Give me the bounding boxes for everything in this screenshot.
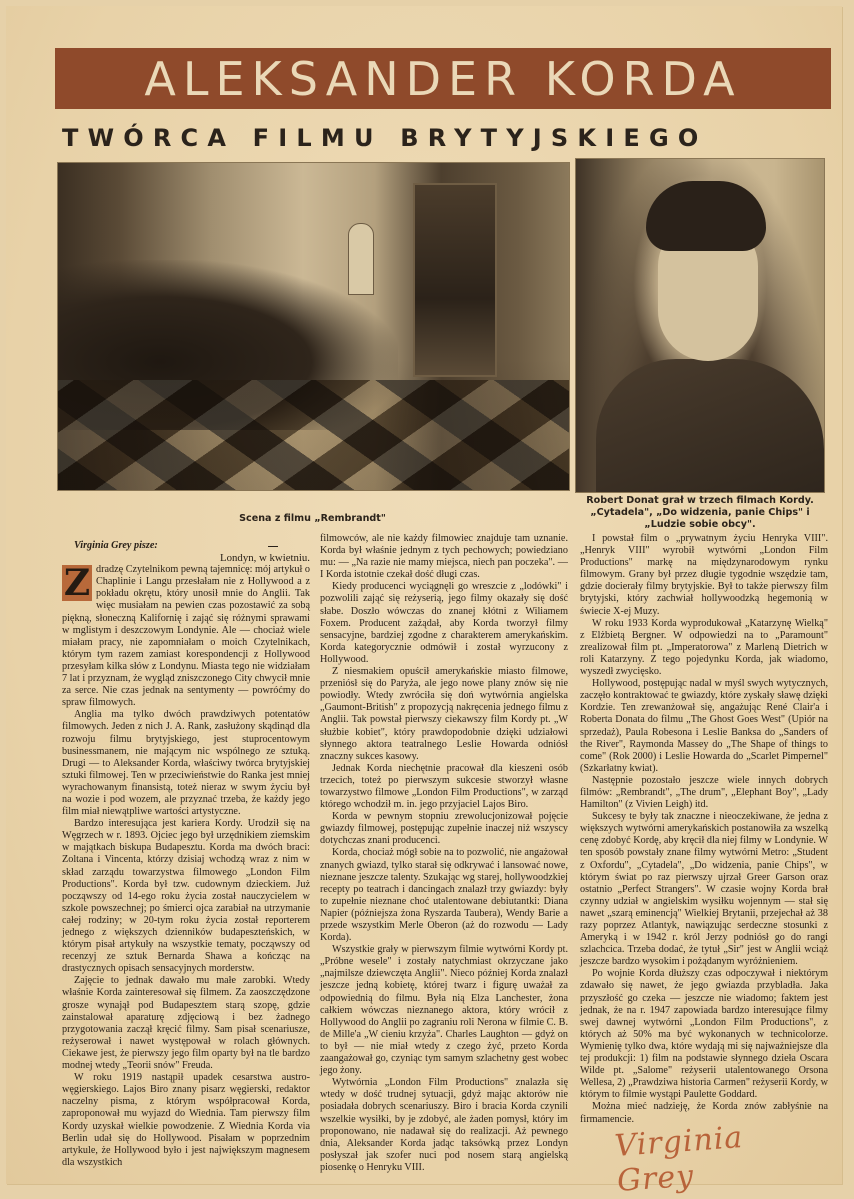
article-paragraph: Z dradzę Czytelnikom pewną tajemnicę: mój artykuł o Chaplinie i Langu przesłałam nie z Hollywood a z pokładu okrętu, który unosił mnie do Anglii. Tak więc musiałam na pewien czas pozostawić za sobą piękną, słoneczną Kalifornię i zająć się różnymi sprawami w mglistym i deszczowym Londynie. Ale — chociaż wiele miałam pracy, nie zapomniałam o moich Czytelnikach, którym tym razem zamiast korespondencji z Hollywood przesyłam kilka słów z Londynu. Miasta tego nie widziałam 7 lat i przyznam, że wygląd zniszczonego City chwycił mnie za serce. Nie czas jednak na sentymenty — powróćmy do spraw filmowych. (62, 562, 310, 709)
article-paragraph: Hollywood, postępując nadal w myśl swych wytycznych, zaczęło kontraktować te gwiazdy, które zyskały sławę dzięki Kordzie. Ten zrewanżował się, angażując René Clair'a i Roberta Donata do filmu „The Ghost Goes West" (Upiór na sprzedaż), Paula Robesona i Leslie Banksa do „Sanders of the River", Raymonda Massey do „The Shape of things to come" (Rok 2000) i Leslie Howarda do „Scarlet Pimpernel" (Szkarłatny kwiat). (580, 678, 828, 774)
article-paragraph: Wytwórnia „London Film Productions" znalazła się wtedy w dość trudnej sytuacji, gdyż mając aktorów nie posiadała dobrych scenariuszy. Biro i bracia Korda czynili wszelkie wysiłki, by je zdobyć, ale żaden pomysł, który im proponowano, nie nadawał się do realizacji. Aż pewnego dnia, Aleksander Korda jadąc taksówką przez Londyn posłyszał jak szofer nuci pod nosem starą angielską piosenkę o Henryku VIII. (320, 1077, 568, 1173)
article-paragraph: filmowców, ale nie każdy filmowiec znajduje tam uznanie. Korda był właśnie jednym z tych pechowych; powiedziano mu: — „Na razie nie mamy miejsca, niech pan poczeka". — I Korda istotnie czekał dość długi czas. (320, 533, 568, 581)
article-paragraph: Jednak Korda niechętnie pracował dla kieszeni osób trzecich, toteż po pierwszym sukcesie stworzył własne towarzystwo filmowe „London Film Productions", w zarząd którego wchodził m. in. jego przyjaciel Lajos Biro. (320, 762, 568, 811)
article-paragraph: Sukcesy te były tak znaczne i nieoczekiwane, że jedna z większych wytwórni amerykańskich postanowiła za wszelką cenę zdobyć Kordę, aby kręcił dla niej filmy w Londynie. W ten sposób powstały znane filmy wytwórni Metro: „Student z Oxfordu", „Cytadela", „Do widzenia, panie Chips", w którym świat po raz pierwszy ujrzał Greer Garson oraz ostatnio „Perfect Strangers". W czasie wojny Korda brał czynny udział w angielskim wysiłku wojennym — stał się nawet „szarą eminencją" Wielkiej Brytanii, przejechał aż 38 razy poprzez Atlantyk, nawiązując serdeczne stosunki z Ameryką i w 1942 r. król Jerzy podniósł go do rangi szlachcica. Trzeba dodać, że tytuł „Sir" jest w Anglii wciąż jeszcze bardzo wysokim i pożądanym wyróżnieniem. (580, 811, 828, 968)
page-title: ALEKSANDER KORDA (144, 51, 742, 106)
article-paragraph: W roku 1933 Korda wyprodukował „Katarzynę Wielką" z Elżbietą Bergner. W odpowiedzi na to „Paramount" zrealizował film pt. „Imperatorowa" z Marleną Dietrich w roli Katarzyny. Z tego pojedynku Korda, jak wiadomo, wyszedł zwycięsko. (580, 617, 828, 678)
article-paragraph: Po wojnie Korda dłuższy czas odpoczywał i niektórym zdawało się nawet, że jego gwiazda przybladła. Jaka przyszłość go czeka — jeszcze nie wiadomo; faktem jest jednak, że na r. 1947 zapowiada bardzo interesujące filmy swej dawnej wytwórni „London Film Productions", z których aż 50% ma być wykonanych w technicolorze. Wymienię tylko dwa, które wydają mi się najważniejsze dla tej produkcji: 1) film na podstawie słynnego dzieła Oscara Wilde pt. „Salome" reżyserii utalentowanego Orsona Wellesa, 2) „Prawdziwa historia Carmen" reżyserii Kordy, w którym to filmie wystąpi Paulette Goddard. (580, 968, 828, 1101)
article-paragraph: W roku 1919 nastąpił upadek cesarstwa austro-węgierskiego. Lajos Biro znany pisarz węgierski, redaktor naczelny pisma, z którym współpracował Korda, zaproponował mu wyjazd do Wiednia. Tam pierwszy film Kordy uzyskał wielkie powodzenie. Z Wiednia Korda via Berlin udał się do Hollywood. Pisałam w poprzednim artykule, że Hollywood było i jest największym magnesem dla wszystkich (62, 1072, 310, 1168)
drop-cap: Z (63, 562, 91, 605)
article-paragraph: Kiedy producenci wyciągnęli go wreszcie z „lodówki" i pozwolili zająć się reżyserią, jego filmy okazały się dość słabe. Doszło wówczas do znanej kłótni z Wiliamem Foxem. Producent zażądał, aby Korda tworzył filmy sensacyjne, bardziej zgodne z charakterem amerykańskim. Korda kategorycznie odmówił i został wyrzucony z Hollywood. (320, 581, 568, 665)
article-paragraph: Z niesmakiem opuścił amerykańskie miasto filmowe, przeniósł się do Paryża, ale jego nowe plany znów się nie powiodły. Wtedy zwróciła się doń wytwórnia angielska „Gaumont-British" z propozycją nakręcenia jednego filmu z Anglii. Tak powstał pierwszy ciekawszy film Kordy pt. „W służbie kobiet", który prawdopodobnie dzięki udziałowi słynnego aktora teatralnego Leslie Howarda odniósł znaczny sukces kasowy. (320, 666, 568, 762)
photo-painting-detail (413, 183, 497, 377)
byline: Virginia Grey pisze: (74, 540, 158, 551)
article-paragraph: Wszystkie grały w pierwszym filmie wytwórni Kordy pt. „Próbne wesele" i zostały natychmiast okrzyczane jako „najmilsze dziewczęta Anglii". Nieco później Korda znalazł jeszcze jedną kobietę, której twarz i figurę uważał za odpowiednią do filmu. Była nią Elza Lanchester, żona całkiem wówczas nieznanego aktora, który wrócił z Hollywood do Anglii po zagraniu roli Nerona w filmie C. B. de Mille'a „W cieniu krzyża". Charles Laughton — gdyż on to był — nie miał wtedy z czego żyć, przeto Korda zaangażował go, czyniąc tym samym szlachetny gest wobec jego żony. (320, 944, 568, 1077)
article-paragraph: Zajęcie to jednak dawało mu małe zarobki. Wtedy właśnie Korda zainteresował się filmem. Za zaoszczędzone grosze wynajął pod Budapesztem starą szopę, gdzie zainstalował aparaturę zdjęciową i bez żadnego przygotowania zaczął kręcić filmy. Sam pisał scenariusze, reżyserował i nawet występował w rolach głównych. Ciekawe jest, że pierwszy jego film oparty był na tle bardzo modnej wtedy „Teorii snów" Freuda. (62, 975, 310, 1072)
article-paragraph: Korda, chociaż mógł sobie na to pozwolić, nie angażował znanych gwiazd, tylko starał się odkrywać i lansować nowe, nieznane jeszcze talenty. Szukając wg starej, hollywoodzkiej recepty po teatrach i dancingach znalazł trzy gwiazdy: były to zupełnie nieznane choć utalentowane debiutantki: Diana Napier (późniejsza żona Ryszarda Taubera), Wendy Barie a przede wszystkim Merle Oberon (aż do rozwodu — Lady Korda). (320, 847, 568, 944)
page-subtitle: TWÓRCA FILMU BRYTYJSKIEGO (62, 124, 708, 152)
article-paragraph: Bardzo interesująca jest kariera Kordy. Urodził się na Węgrzech w r. 1893. Ojciec jego był urzędnikiem ziemskim w majątkach biskupa Budapesztu. Korda ma dwóch braci: Zoltana i Vincenta, którzy dzisiaj wchodzą wraz z nim w skład zarządu towarzystwa filmowego „London Film Productions". Korda był tzw. cudownym dzieckiem. Już począwszy od 14-ego roku życia został nauczycielem w szkole powszechnej; po śmierci ojca zarabiał na utrzymanie całej rodziny; w 20-tym roku życia został reporterem jednego z większych dzienników budapeszteńskich, w którym pisał artykuły na wszystkie tematy, począwszy od recenzyj ze sztuk Bernarda Shawa a kończąc na drastycznych opisach sensacyjnych morderstw. (62, 818, 310, 975)
article-paragraph: Można mieć nadzieję, że Korda znów zabłyśnie na firmamencie. (580, 1101, 828, 1125)
title-band (55, 48, 831, 109)
article-paragraph: Anglia ma tylko dwóch prawdziwych potentatów filmowych. Jeden z nich J. A. Rank, zasłużony skądinąd dla rozwoju filmu brytyjskiego, jest stuprocentowym businessmanem, nie mającym nic wspólnego ze sztuką. Drugi — to Aleksander Korda, właściwy twórca brytyjskiej sztuki filmowej. Ten w przeciwieństwie do Ranka jest mniej wyrachowanym finansistą, toteż nieraz w swym życiu był na wozie i pod wozem, ale przyznać trzeba, że każdy jego film miał niewątpliwe wartości artystyczne. (62, 709, 310, 818)
article-column-1 (62, 540, 310, 1169)
rembrandt-scene-photo (57, 162, 570, 491)
article-column-3 (580, 533, 828, 1126)
scene-caption: Scena z filmu „Rembrandt" (239, 513, 386, 524)
photo-checkered-floor-overlay (58, 380, 569, 490)
portrait-hair-detail (646, 181, 766, 251)
robert-donat-portrait-photo (575, 158, 825, 493)
article-column-2 (320, 533, 568, 1174)
article-paragraph: Korda w pewnym stopniu zrewolucjonizował pojęcie gwiazdy filmowej, postępując zupełnie inaczej niż wszyscy dotychczas znani producenci. (320, 811, 568, 847)
portrait-caption: Robert Donat grał w trzech filmach Kordy. „Cytadela", „Do widzenia, panie Chips" i „Ludzie sobie obcy". (586, 495, 814, 530)
article-paragraph: I powstał film o „prywatnym życiu Henryka VIII". „Henryk VIII" wyrobił wytwórni „London Film Productions" markę na międzynarodowym rynku filmowym. Grany był przez długie tygodnie wszędzie tam, gdzie docierały filmy brytyjskie. Był to także pierwszy film brytyjski, który zachwiał hollywoodzką hegemonią w świecie X-ej Muzy. (580, 533, 828, 617)
portrait-jacket-detail (596, 359, 824, 492)
dateline: Londyn, w kwietniu. (220, 552, 310, 565)
article-paragraph: Następnie pozostało jeszcze wiele innych dobrych filmów: „Rembrandt", „The drum", „Elephant Boy", „Lady Hamilton" (z Vivien Leigh) itd. (580, 774, 828, 811)
author-signature: Virginia Grey (613, 1120, 745, 1199)
